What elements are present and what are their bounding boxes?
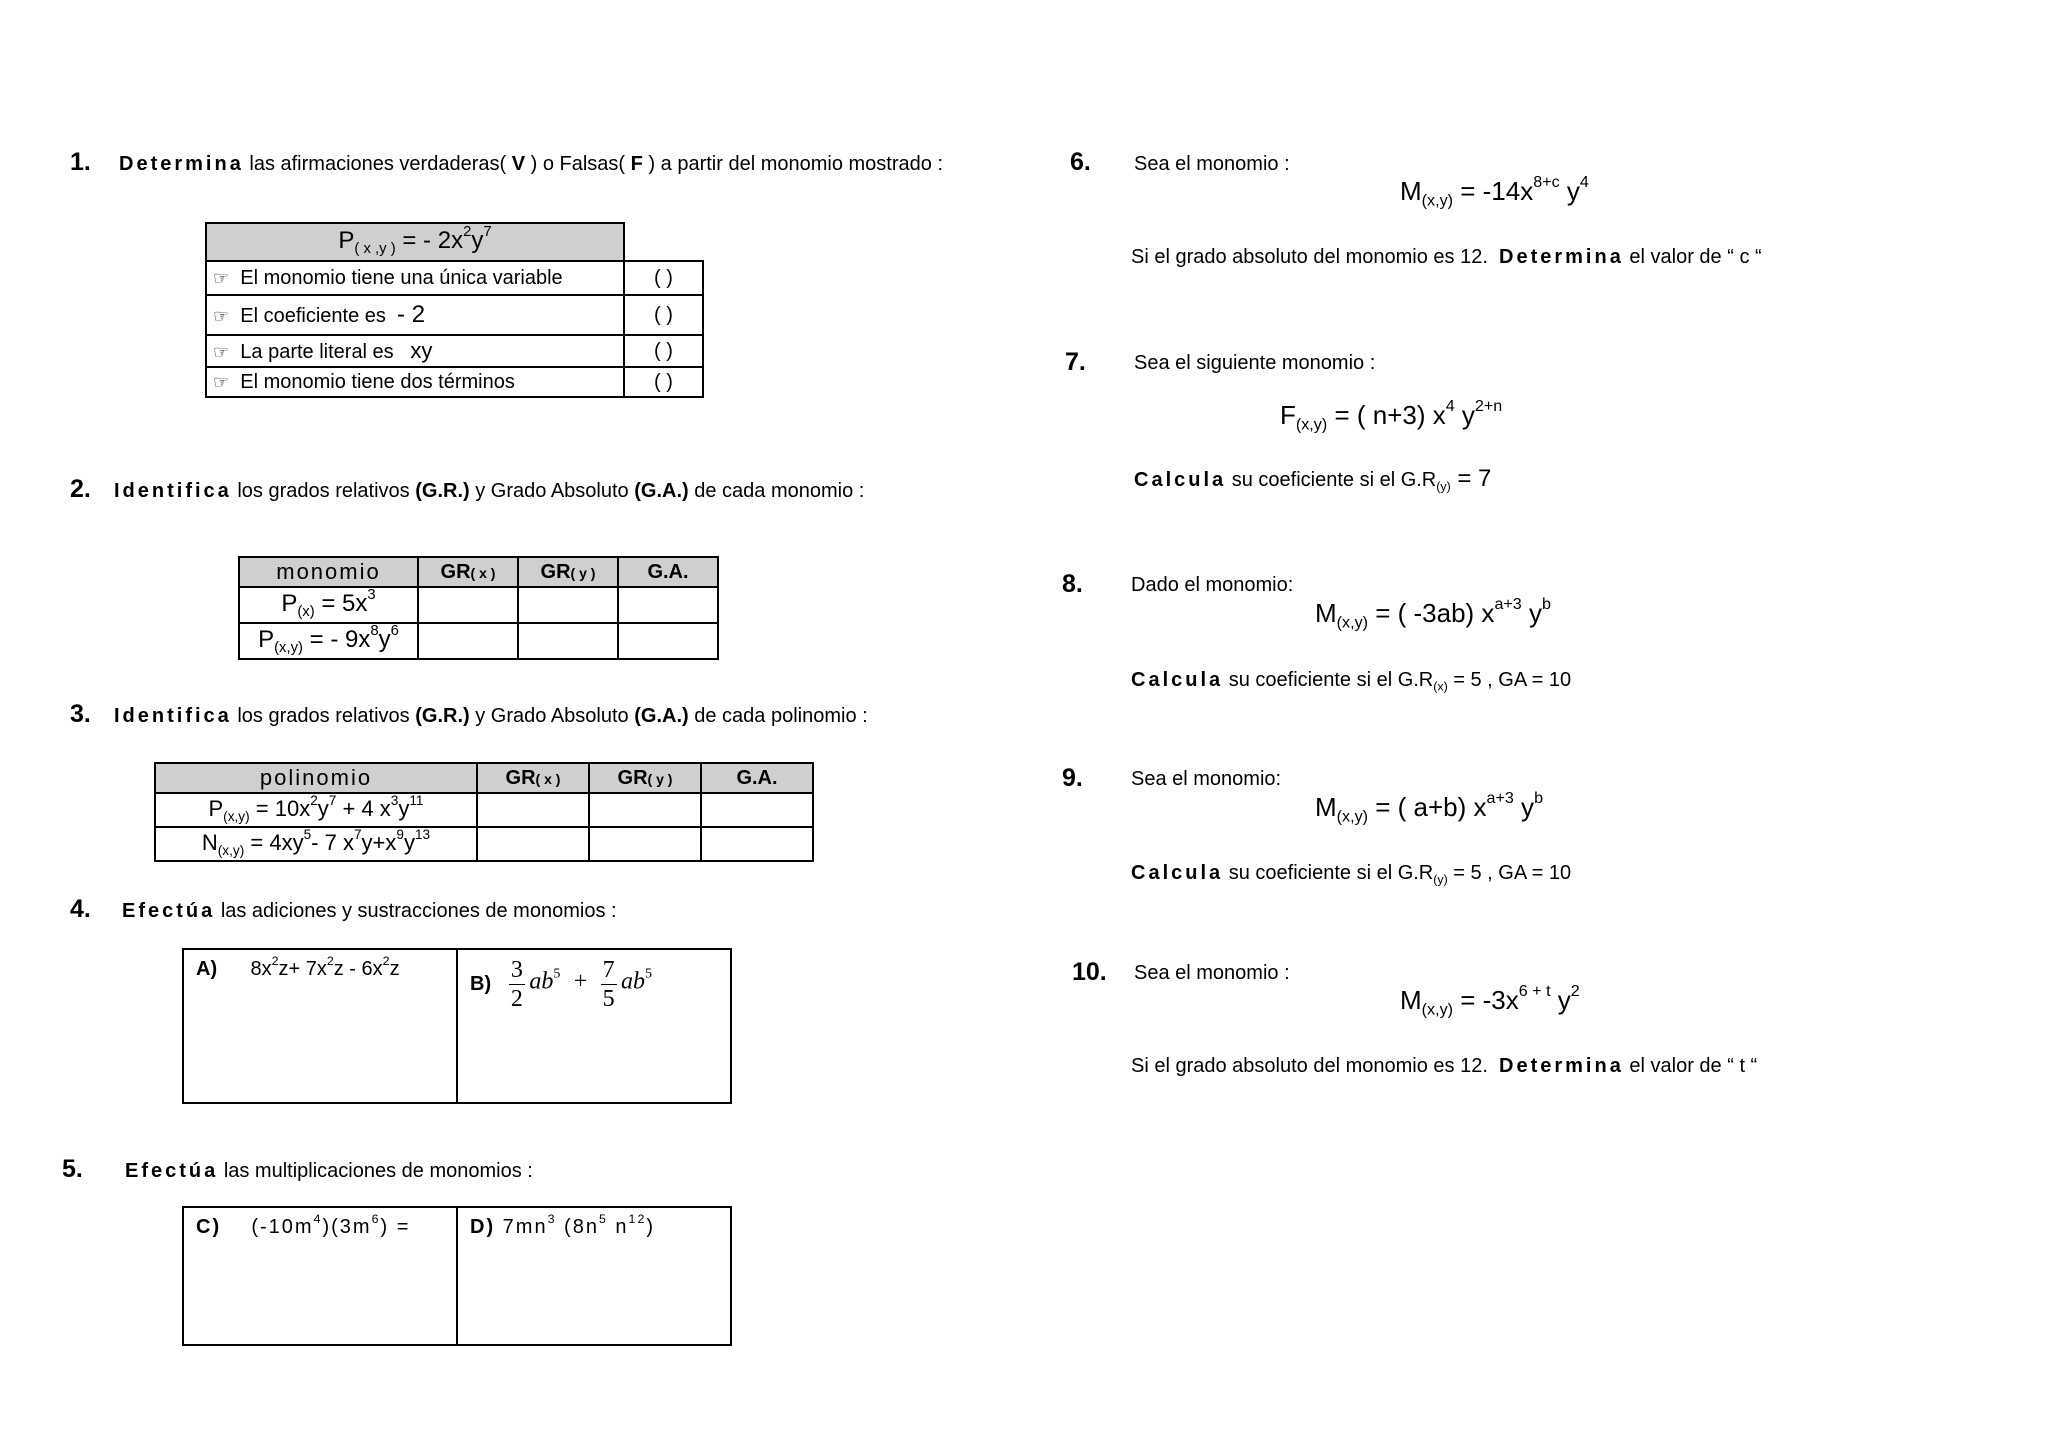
q3-col-polinomio: polinomio [155, 763, 477, 793]
q5-cell-c[interactable] [184, 1208, 458, 1344]
q1-table [205, 222, 704, 398]
q3-keyword: Identifica [114, 705, 232, 727]
q10-number: 10. [1072, 958, 1107, 986]
q1-f: F [630, 153, 643, 175]
q4-answer-box [182, 948, 732, 1104]
q4-keyword: Efectúa [122, 900, 216, 922]
q4-cell-a[interactable] [184, 950, 458, 1102]
q1-answer-paren[interactable]: ( ) [624, 335, 703, 367]
q3-col-grx: GR( x ) [477, 763, 589, 793]
q2-answer-cell[interactable] [518, 587, 618, 623]
q2-table [238, 556, 719, 660]
q8-question: Calcula su coeficiente si el $G.R_{(x)} = 5$ , GA = 10 [1131, 669, 1572, 694]
q1-row: ☞ El monomio tiene dos términos [206, 367, 624, 397]
q8-number: 8. [1062, 570, 1083, 598]
q6-question: Si el grado absoluto del monomio es 12. Determina el valor de “ c “ [1131, 246, 1762, 268]
q8-keyword: Calcula [1131, 669, 1224, 691]
q4-a-expression: A) $8x^2z+ 7x^2z - 6x^2z$ [196, 954, 400, 980]
q1-row: ☞ El monomio tiene una única variable [206, 261, 624, 295]
q8-intro: Dado el monomio: [1131, 574, 1294, 596]
q3-number: 3. [70, 700, 91, 728]
q4-number: 4. [70, 895, 91, 923]
q3-answer-cell[interactable] [589, 827, 701, 861]
q1-table-header: $P_{( x ,y )}$ = - $2x^2y^7$ [206, 223, 624, 261]
q5-d-expression: D) $7mn^3$ ($8n^5$ $n^{12}$) [470, 1212, 656, 1238]
q7-question: Calcula su coeficiente si el $G.R_{(y)} = 7$ [1134, 465, 1492, 494]
q2-answer-cell[interactable] [418, 623, 518, 659]
q8-formula: $M_{(x,y)}$ = ( -3ab) $x^{a+3}$ $y^b$ [1315, 595, 1551, 632]
q2-col-gry: GR( y ) [518, 557, 618, 587]
q9-intro: Sea el monomio: [1131, 768, 1282, 790]
q1-statement [119, 153, 943, 176]
q9-formula: $M_{(x,y)}$ = ( a+b) $x^{a+3}$ $y^b$ [1315, 789, 1544, 826]
q3-col-gry: GR( y ) [589, 763, 701, 793]
q1-answer-paren[interactable]: ( ) [624, 261, 703, 295]
hand-pointer-icon: ☞ [213, 342, 230, 362]
q6-intro: Sea el monomio : [1134, 153, 1290, 175]
q7-keyword: Calcula [1134, 469, 1227, 491]
q2-statement: Identifica los grados relativos (G.R.) y Grado Absoluto (G.A.) de cada monomio : [114, 480, 865, 502]
q3-statement: Identifica los grados relativos (G.R.) y Grado Absoluto (G.A.) de cada polinomio : [114, 705, 868, 727]
q2-number: 2. [70, 475, 91, 503]
hand-pointer-icon: ☞ [213, 267, 230, 288]
q9-question: Calcula su coeficiente si el $G.R_{(y)} = 5$ , GA = 10 [1131, 862, 1572, 887]
q7-number: 7. [1065, 348, 1086, 376]
q6-formula: $M_{(x,y)} = -14x^{8+c}$ $y^4$ [1400, 173, 1589, 210]
q1-v: V [511, 153, 526, 175]
q4-statement: Efectúa las adiciones y sustracciones de monomios : [122, 900, 617, 922]
q2-answer-cell[interactable] [618, 587, 718, 623]
q1-row: ☞ La parte literal es xy [206, 335, 624, 367]
q2-row2-monomial: $P_{(x,y)}$ = - $9x^8y^6$ [239, 623, 418, 659]
q10-formula: $M_{(x,y)} = -3x^{6 + t}$ $y^2$ [1400, 982, 1580, 1019]
q1-row: ☞ El coeficiente es - 2 [206, 295, 624, 335]
q1-keyword: Determina [119, 153, 244, 175]
hand-pointer-icon: ☞ [213, 371, 230, 392]
q3-answer-cell[interactable] [477, 793, 589, 827]
q2-keyword: Identifica [114, 480, 232, 502]
q1-answer-paren[interactable]: ( ) [624, 295, 703, 335]
q5-c-expression: C) $(-10m^4)(3m^6)$ = [196, 1212, 411, 1238]
q6-number: 6. [1070, 148, 1091, 176]
q1-header-blank [624, 223, 703, 261]
q3-row2-polynomial: $N_{(x,y)} = 4xy^5-$ 7 $x^7y+x^9y^{13}$ [155, 827, 477, 861]
q4-cell-b[interactable] [458, 950, 730, 1102]
q7-formula: $F_{(x,y)}$ = ( n+3) $x^4$ $y^{2+n}$ [1280, 397, 1503, 434]
q3-row1-polynomial: $P_{(x,y)} = 10x^2y^7 + 4$ $x^3y^{11}$ [155, 793, 477, 827]
q2-answer-cell[interactable] [418, 587, 518, 623]
hand-pointer-icon: ☞ [213, 306, 230, 326]
q6-keyword: Determina [1499, 246, 1624, 268]
q3-answer-cell[interactable] [477, 827, 589, 861]
q3-answer-cell[interactable] [701, 827, 813, 861]
q2-col-grx: GR( x ) [418, 557, 518, 587]
q10-question: Si el grado absoluto del monomio es 12. Determina el valor de “ t “ [1131, 1055, 1758, 1077]
q9-number: 9. [1062, 764, 1083, 792]
q2-answer-cell[interactable] [618, 623, 718, 659]
q5-cell-d[interactable] [458, 1208, 730, 1344]
q5-keyword: Efectúa [125, 1160, 219, 1182]
q1-text-c: ) a partir del monomio mostrado : [648, 153, 943, 175]
q5-statement: Efectúa las multiplicaciones de monomios : [125, 1160, 533, 1182]
q1-answer-paren[interactable]: ( ) [624, 367, 703, 397]
q3-col-ga: G.A. [701, 763, 813, 793]
q1-text-b: ) o Falsas( [530, 153, 626, 175]
q3-table [154, 762, 814, 862]
q2-answer-cell[interactable] [518, 623, 618, 659]
q2-row1-monomial: $P_{(x)} = 5x^3$ [239, 587, 418, 623]
q2-col-monomio: monomio [239, 557, 418, 587]
q1-number: 1. [70, 148, 91, 176]
q3-answer-cell[interactable] [701, 793, 813, 827]
q5-answer-box [182, 1206, 732, 1346]
q10-intro: Sea el monomio : [1134, 962, 1290, 984]
q2-col-ga: G.A. [618, 557, 718, 587]
q1-text-a: las afirmaciones verdaderas( [249, 153, 507, 175]
q10-keyword: Determina [1499, 1055, 1624, 1077]
q3-answer-cell[interactable] [589, 793, 701, 827]
q4-b-expression: B) $\frac{3}{2}$ $ab^5$ + $\frac{7}{5}$ $ab^5$ [470, 957, 653, 1012]
q5-number: 5. [62, 1155, 83, 1183]
q7-intro: Sea el siguiente monomio : [1134, 352, 1376, 374]
q9-keyword: Calcula [1131, 862, 1224, 884]
